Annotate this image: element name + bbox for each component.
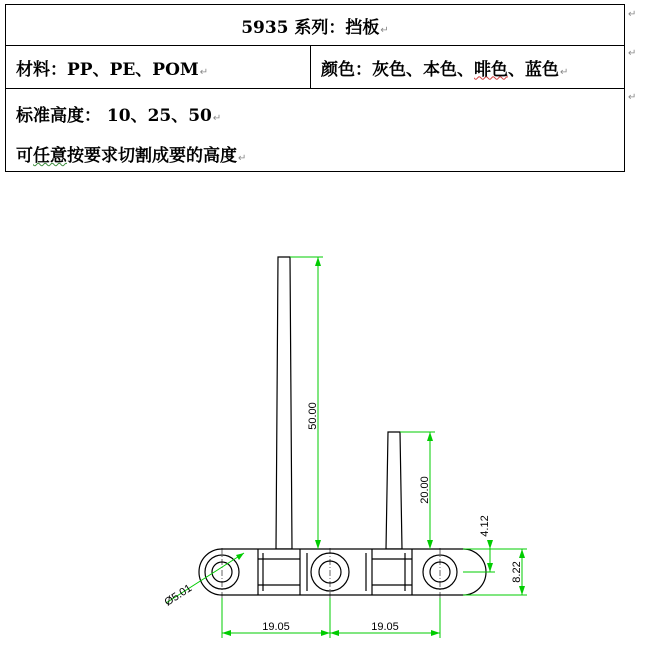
tall-baffle [276, 257, 292, 549]
dim-offset: 4.12 [479, 515, 491, 537]
dim-hole-diameter: Ø5.01 [162, 582, 195, 609]
chain-body [199, 549, 486, 595]
material-text: 材料：PP、PE、POM↵ [16, 59, 209, 80]
standard-height-text: 标准高度： 10、25、50↵ [16, 106, 222, 126]
row-end-mark: ↵ [628, 48, 637, 59]
dim-tall-height: 50.00 [307, 402, 319, 430]
dim-pitch-left: 19.05 [262, 621, 290, 633]
series-title: 5935 系列：挡板↵ [241, 17, 389, 38]
color-text: 颜色：灰色、本色、啡色、蓝色↵ [321, 59, 569, 80]
dim-chain-height: 8.22 [511, 561, 523, 583]
short-baffle [386, 432, 402, 549]
dim-short-height: 20.00 [419, 476, 431, 504]
part-outline [199, 257, 486, 595]
row-end-mark: ↵ [628, 92, 637, 103]
row-end-mark: ↵ [628, 9, 637, 20]
dim-pitch-right: 19.05 [371, 621, 399, 633]
cut-note-text: 可任意按要求切割成要的高度↵ [16, 146, 247, 166]
